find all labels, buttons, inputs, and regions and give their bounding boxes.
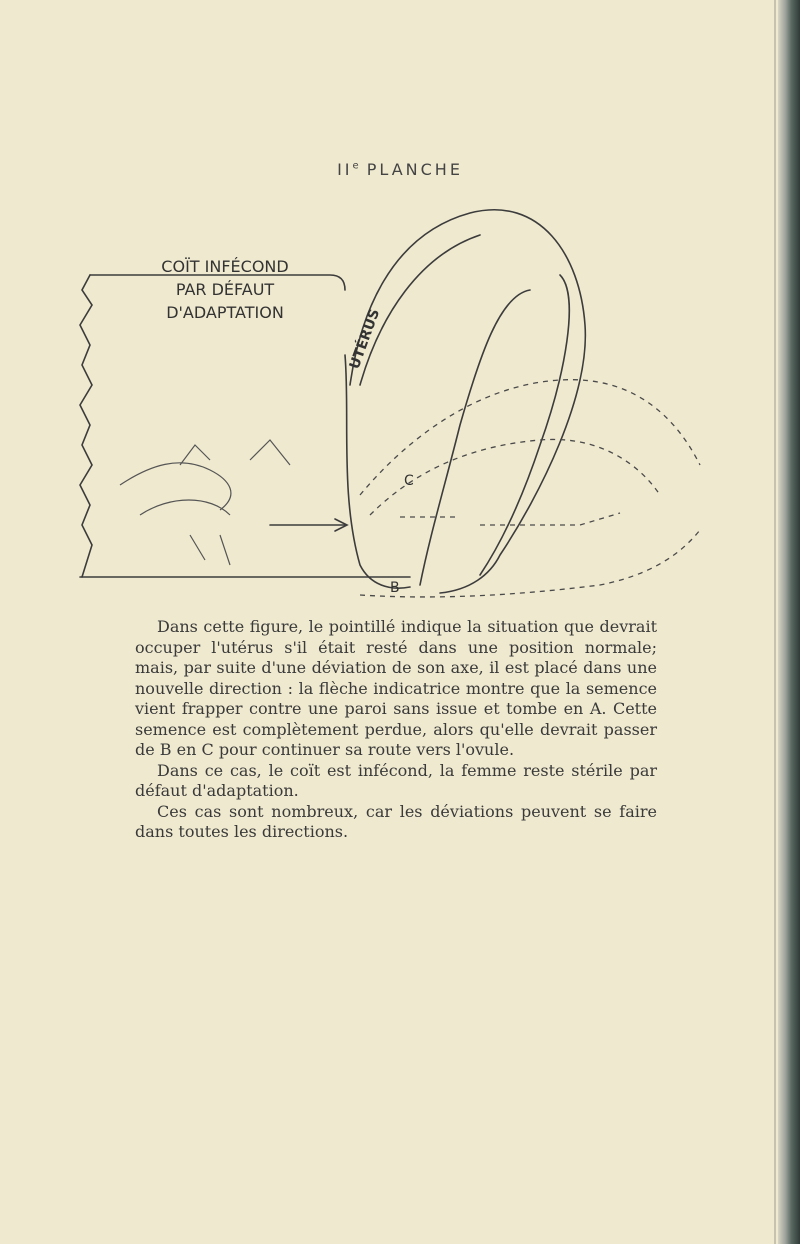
plate-word: PLANCHE: [366, 160, 463, 179]
plate-number-suffix: e: [352, 160, 359, 172]
canal-top-line: [90, 275, 345, 290]
uterus-label: UTÉRUS: [346, 306, 384, 372]
organ-sketch-1: [120, 463, 231, 510]
label-c: C: [404, 473, 414, 489]
uterus-inner-curve: [360, 235, 480, 385]
label-b: B: [390, 580, 400, 596]
caption-line-3: D'ADAPTATION: [166, 303, 284, 322]
book-edge: [778, 0, 800, 1244]
caption-line-2: PAR DÉFAUT: [175, 280, 275, 299]
organ-sketch-3: [180, 440, 290, 465]
anatomical-figure: [60, 195, 720, 615]
paragraph-3: Ces cas sont nombreux, car les déviations peuvent se faire dans toutes les directions.: [135, 801, 657, 841]
normal-position-dotted-3: [360, 530, 700, 597]
normal-position-dotted-4: [400, 513, 620, 525]
paragraph-2: Dans ce cas, le coït est infécond, la femme reste stérile par défaut d'adaptation.: [135, 760, 657, 800]
plate-number: II: [337, 160, 353, 179]
organ-sketch-4: [190, 535, 230, 565]
paragraph-1: Dans cette figure, le pointillé indique la situation que devrait occuper l'utérus s'il était resté dans une position normale; mais, par suite d'une déviation de son axe, il est placé dans une nouvelle direction : la flèche indicatrice montre que la semence vient frapper contre une paroi sans issue et tombe en A. Cette semence est complètement perdue, alors qu'elle devrait passer de B en C pour continuer sa route vers l'ovule.: [135, 617, 657, 759]
body-text: [135, 617, 657, 843]
plate-title: [0, 160, 800, 179]
uterus-left-inner: [480, 275, 569, 575]
page-gutter-line: [774, 0, 776, 1244]
organ-sketch-2: [140, 500, 230, 515]
caption-line-1: COÏT INFÉCOND: [161, 257, 289, 276]
uterus-right-inner: [420, 290, 530, 585]
canal-left-zigzag: [80, 275, 92, 577]
cervix-curve: [345, 355, 410, 588]
